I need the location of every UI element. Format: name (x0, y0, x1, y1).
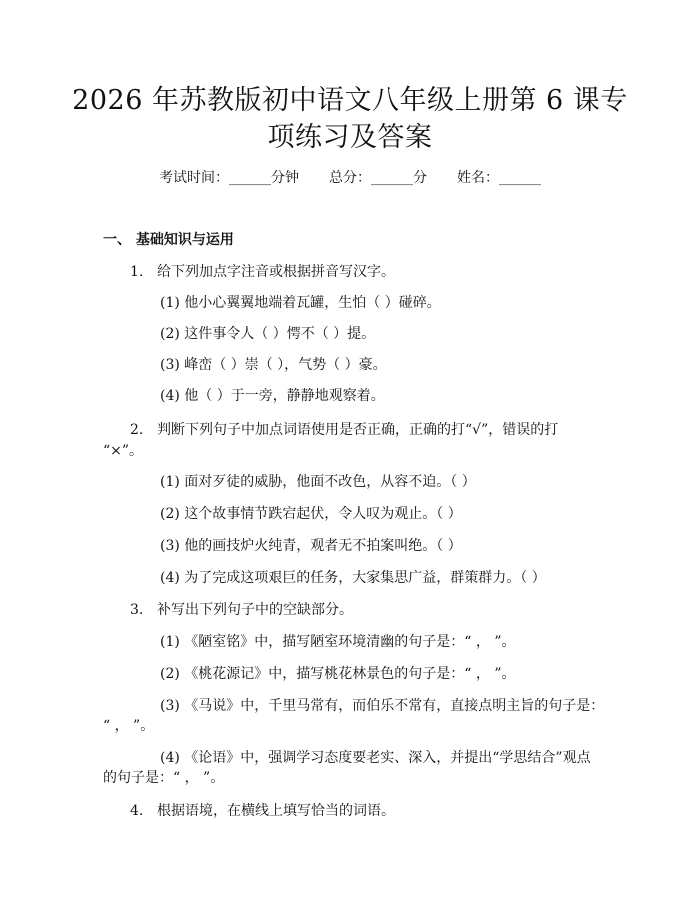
question-2-item: (1) 面对歹徒的威胁，他面不改色，从容不迫。（ ） (160, 474, 476, 490)
question-2-continued: “×”。 (103, 443, 144, 459)
question-1-item: (2) 这件事令人（ ）愕不（ ）提。 (160, 326, 376, 342)
question-2 (130, 420, 558, 440)
question-number: 2. (130, 422, 144, 438)
question-text: 判断下列句子中加点词语使用是否正确，正确的打“√”，错误的打 (157, 422, 559, 438)
question-2-item: (2) 这个故事情节跌宕起伏，令人叹为观止。（ ） (160, 506, 462, 522)
question-4 (130, 801, 395, 821)
question-number: 3. (130, 602, 144, 618)
question-3-item-4-continued: 的句子是：“ ， ”。 (103, 770, 225, 786)
question-text: 补写出下列句子中的空缺部分。 (157, 602, 353, 618)
page-title-line-2: 项练习及答案 (267, 122, 433, 153)
question-3-item-3-continued: “ ， ”。 (103, 718, 155, 734)
question-text: 给下列加点字注音或根据拼音写汉字。 (157, 264, 395, 280)
question-number: 1. (130, 264, 144, 280)
question-1 (130, 262, 395, 282)
exam-name: 姓名：______ (457, 170, 541, 186)
question-3 (130, 600, 353, 620)
question-text: 根据语境，在横线上填写恰当的词语。 (157, 803, 395, 819)
question-2-item: (4) 为了完成这项艰巨的任务，大家集思广益，群策群力。（ ） (160, 570, 546, 586)
question-3-item: (1) 《陋室铭》中，描写陋室环境清幽的句子是：“ ， ”。 (160, 634, 516, 650)
question-1-item: (1) 他小心翼翼地端着瓦罐，生怕（ ）碰碎。 (160, 295, 441, 311)
question-number: 4. (130, 803, 144, 819)
question-1-item: (4) 他（ ）于一旁，静静地观察着。 (160, 388, 385, 404)
question-3-item-3: (3) 《马说》中，千里马常有，而伯乐不常有，直接点明主旨的句子是： (160, 698, 605, 714)
section-heading: 一、 基础知识与运用 (103, 232, 234, 248)
question-1-item: (3) 峰峦（ ）崇（ ），气势（ ）豪。 (160, 357, 387, 373)
exam-total-score: 总分：______分 (329, 170, 427, 186)
question-3-item: (2) 《桃花源记》中，描写桃花林景色的句子是：“ ， ”。 (160, 666, 516, 682)
question-2-item: (3) 他的画技炉火纯青，观者无不拍案叫绝。（ ） (160, 538, 462, 554)
page-title-line-1: 2026 年苏教版初中语文八年级上册第 6 课专 (72, 85, 628, 116)
question-3-item-4: (4) 《论语》中，强调学习态度要老实、深入，并提出“学思结合”观点 (160, 750, 591, 766)
exam-meta (0, 168, 700, 188)
exam-time: 考试时间：______分钟 (159, 170, 299, 186)
